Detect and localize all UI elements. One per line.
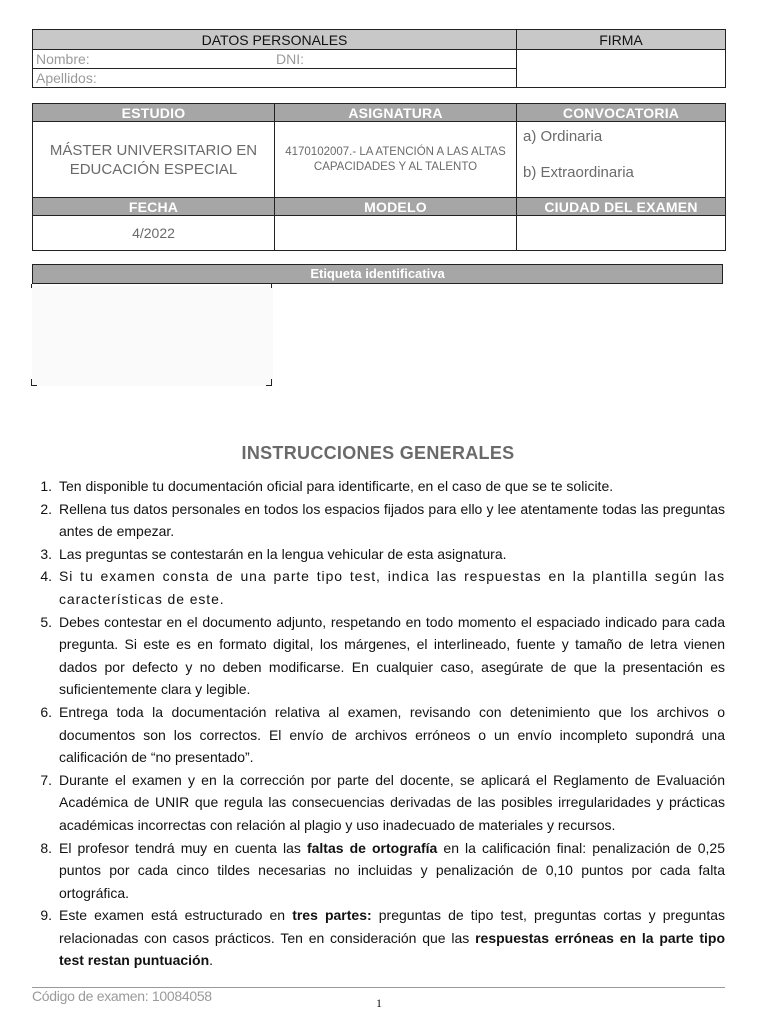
subject-line-1: 4170102007.- LA ATENCIÓN A LAS ALTAS xyxy=(285,145,506,158)
instructions-title: INSTRUCCIONES GENERALES xyxy=(241,443,515,463)
exam-code: Código de examen: 10084058 xyxy=(32,988,212,1004)
surname-label: Apellidos: xyxy=(36,70,97,86)
session-option-extraordinary[interactable]: b) Extraordinaria xyxy=(523,164,634,181)
spelling-emphasis: faltas de ortografía xyxy=(306,839,438,856)
dni-label: DNI: xyxy=(276,51,304,67)
session-options xyxy=(517,122,726,198)
study-value xyxy=(33,122,275,198)
instructions-list xyxy=(34,475,725,972)
city-header: CIUDAD DEL EXAMEN xyxy=(517,198,726,216)
signature-field[interactable] xyxy=(517,50,726,88)
study-line-2: EDUCACIÓN ESPECIAL xyxy=(69,160,238,178)
instruction-item: 9. Este examen está estructurado en tres partes: preguntas de tipo test, preguntas cortas y preguntas relacionadas con casos prácticos. Ten en consideración que las respuestas erróneas en la parte tipo test restan puntuación. xyxy=(40,907,725,969)
date-header: FECHA xyxy=(33,198,275,216)
signature-header: FIRMA xyxy=(517,30,726,50)
instruction-item: 5. Debes contestar en el documento adjunto, respetando en todo momento el espaciado indicado para cada pregunta. Si este es en formato digital, los márgenes, el interlineado, fuente y tamaño de letra vienen dados por defecto y no deben modificarse. En cualquier caso, asegúrate de que la presentación es suficientemente clara y legible. xyxy=(40,613,725,698)
subject-header: ASIGNATURA xyxy=(275,104,517,122)
penalty-emphasis: respuestas erróneas en la parte tipo test restan puntuación xyxy=(59,929,725,969)
model-field[interactable] xyxy=(275,216,517,251)
personal-data-header: DATOS PERSONALES xyxy=(33,30,517,50)
name-field[interactable] xyxy=(33,50,517,69)
instruction-item: 1. Ten disponible tu documentación oficial para identificarte, en el caso de que se te solicite. xyxy=(40,478,614,494)
crop-mark-bottom-left xyxy=(31,379,37,386)
surname-field[interactable] xyxy=(33,69,517,88)
identification-label-header: Etiqueta identificativa xyxy=(32,264,723,284)
instruction-item: 4. Si tu examen consta de una parte tipo test, indica las respuestas en la plantilla según las características de este. xyxy=(40,568,725,607)
study-line-1: MÁSTER UNIVERSITARIO EN xyxy=(49,141,258,159)
instruction-item: 8. El profesor tendrá muy en cuenta las faltas de ortografía en la calificación final: penalización de 0,25 puntos por cada cinco tildes necesarias no incluidas y penalización de 0,10 puntos por cada falta ortográfica. xyxy=(40,839,725,901)
subject-value xyxy=(275,122,517,198)
city-field[interactable] xyxy=(517,216,726,251)
date-value: 4/2022 xyxy=(33,216,275,251)
exam-info-table xyxy=(32,103,725,251)
page-number: 1 xyxy=(376,996,382,1010)
session-header: CONVOCATORIA xyxy=(517,104,726,122)
session-option-ordinary[interactable]: a) Ordinaria xyxy=(523,128,603,145)
personal-data-table xyxy=(32,29,725,86)
crop-mark-bottom-right xyxy=(266,379,272,386)
instruction-item: 2. Rellena tus datos personales en todos los espacios fijados para ello y lee atentamente todas las preguntas antes de empezar. xyxy=(40,500,725,540)
instruction-item: 3. Las preguntas se contestarán en la lengua vehicular de esta asignatura. xyxy=(40,545,507,562)
study-header: ESTUDIO xyxy=(33,104,275,122)
instruction-item: 7. Durante el examen y en la corrección por parte del docente, se aplicará el Reglamento de Evaluación Académica de UNIR que regula las consecuencias derivadas de las posibles irregularidades y prácticas académicas incorrectas con relación al plagio y uso inadecuado de materiales y recursos. xyxy=(40,771,725,833)
three-parts-emphasis: tres partes: xyxy=(292,907,372,924)
subject-line-2: CAPACIDADES Y AL TALENTO xyxy=(313,160,478,173)
name-label: Nombre: xyxy=(36,51,90,67)
crop-mark-top-left xyxy=(31,284,37,288)
crop-mark-top-right xyxy=(266,284,272,288)
identification-label-area xyxy=(32,286,273,386)
model-header: MODELO xyxy=(275,198,517,216)
instruction-item: 6. Entrega toda la documentación relativa al examen, revisando con detenimiento que los archivos o documentos son los correctos. El envío de archivos erróneos o un envío incompleto supondrá una calificación de “no presentado”. xyxy=(40,703,725,766)
